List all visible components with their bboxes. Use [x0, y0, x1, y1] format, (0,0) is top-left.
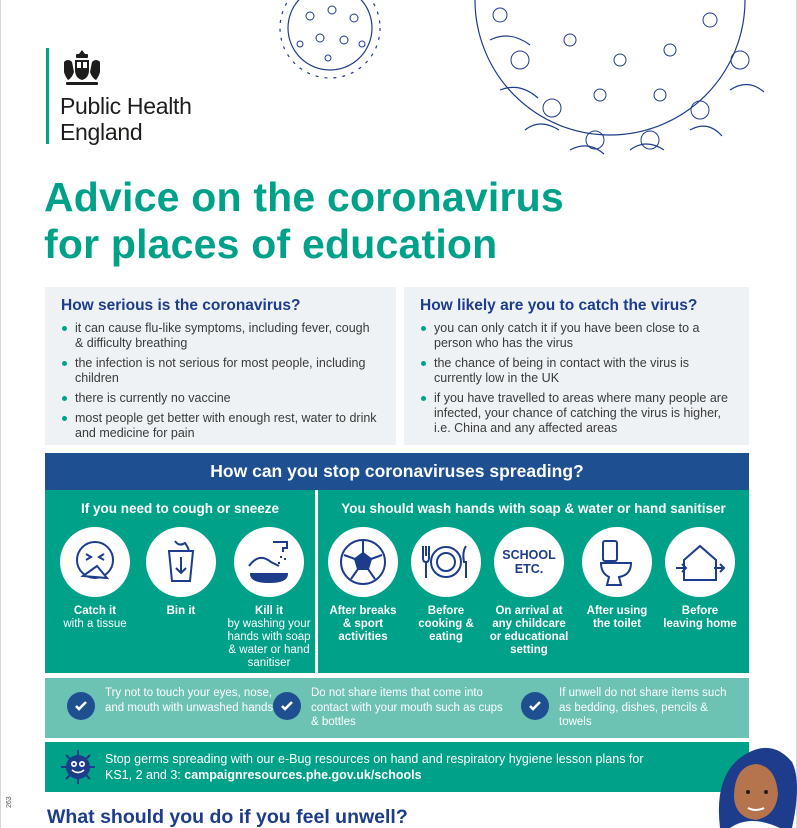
- sneeze-face-icon: [60, 527, 130, 597]
- list-item: the chance of being in contact with the virus is currently low in the UK: [420, 356, 733, 386]
- before-cooking-tile: [410, 527, 482, 644]
- bin-icon: [146, 527, 216, 597]
- wash-hands-heading: You should wash hands with soap & water or hand sanitiser: [341, 501, 726, 516]
- before-leaving-tile: [662, 527, 738, 631]
- after-toilet-tile: [578, 527, 656, 631]
- football-icon: [328, 527, 398, 597]
- tip-text: If unwell do not share items such as bedding, dishes, pencils & towels: [559, 687, 727, 728]
- list-item: there is currently no vaccine: [61, 391, 380, 406]
- after-breaks-label: After breaks & sport activities: [329, 605, 397, 643]
- check-icon: [67, 692, 95, 720]
- side-code: 263: [6, 796, 13, 808]
- tips-bar: [45, 678, 749, 738]
- how-serious-panel: [45, 287, 396, 445]
- person-illustration-icon: [700, 738, 797, 828]
- how-likely-heading: How likely are you to catch the virus?: [420, 297, 698, 314]
- catch-it-sub: with a tissue: [63, 618, 127, 630]
- school-icon: [494, 527, 564, 597]
- title-line-1: Advice on the coronavirus: [44, 174, 564, 220]
- toilet-icon: [582, 527, 652, 597]
- catch-it-label: Catch it: [73, 605, 117, 617]
- how-likely-panel: [404, 287, 749, 445]
- list-item: most people get better with enough rest, water to drink and medicine for pain: [61, 411, 380, 441]
- house-icon: [665, 527, 735, 597]
- virus-illustration-icon: [270, 0, 790, 170]
- ebug-text: [105, 751, 665, 783]
- ebug-banner: [45, 742, 749, 792]
- ebug-mascot-icon: [59, 748, 97, 786]
- school-etc-label: SCHOOL ETC.: [502, 548, 556, 576]
- check-icon: [521, 692, 549, 720]
- cough-sneeze-section: [45, 490, 315, 673]
- on-arrival-label: On arrival at any childcare or educational setting: [489, 605, 569, 656]
- after-toilet-label: After using the toilet: [586, 605, 648, 630]
- before-cooking-label: Before cooking & eating: [418, 605, 474, 643]
- list-item: you can only catch it if you have been close to a person who has the virus: [420, 321, 733, 351]
- wash-hands-section: [318, 490, 749, 673]
- tip-item: [273, 686, 503, 730]
- kill-it-tile: [225, 527, 313, 670]
- cough-sneeze-heading: If you need to cough or sneeze: [80, 501, 280, 516]
- bin-it-tile: [145, 527, 217, 618]
- tip-item: [67, 686, 287, 720]
- page-title: [44, 174, 744, 268]
- plate-cutlery-icon: [411, 527, 481, 597]
- tip-text: Try not to touch your eyes, nose, and mouth with unwashed hands: [105, 687, 274, 714]
- title-line-2: for places of education: [44, 221, 498, 267]
- ebug-description: Stop germs spreading with our e-Bug resources on hand and respiratory hygiene lesson plans for KS1, 2 and 3:: [105, 752, 644, 782]
- on-arrival-tile: [488, 527, 570, 657]
- royal-coat-of-arms-icon: [60, 48, 104, 88]
- how-likely-list: [420, 321, 733, 436]
- hand-washing-icon: [234, 527, 304, 597]
- check-icon: [273, 692, 301, 720]
- unwell-heading: What should you do if you feel unwell?: [47, 806, 408, 828]
- kill-it-sub: by washing your hands with soap & water or hand sanitiser: [227, 618, 311, 669]
- stop-spreading-banner: How can you stop coronaviruses spreading?: [45, 453, 749, 490]
- list-item: the infection is not serious for most people, including children: [61, 356, 380, 386]
- before-leaving-label: Before leaving home: [663, 605, 737, 630]
- list-item: if you have travelled to areas where many people are infected, your chance of catching the virus is higher, i.e. China and any affected areas: [420, 391, 733, 436]
- catch-it-tile: [59, 527, 131, 631]
- how-serious-list: [61, 321, 380, 441]
- tip-text: Do not share items that come into contact with your mouth such as cups & bottles: [311, 687, 503, 728]
- tip-item: [521, 686, 736, 730]
- list-item: it can cause flu-like symptoms, including fever, cough & difficulty breathing: [61, 321, 380, 351]
- after-breaks-tile: [324, 527, 402, 644]
- org-name-line-1: Public Health: [60, 93, 192, 119]
- phe-logo: [46, 48, 246, 144]
- how-serious-heading: How serious is the coronavirus?: [61, 297, 301, 314]
- campaign-resources-link[interactable]: campaignresources.phe.gov.uk/schools: [184, 768, 422, 782]
- org-name-line-2: England: [60, 119, 143, 145]
- kill-it-label: Kill it: [254, 605, 284, 617]
- bin-it-label: Bin it: [166, 605, 196, 617]
